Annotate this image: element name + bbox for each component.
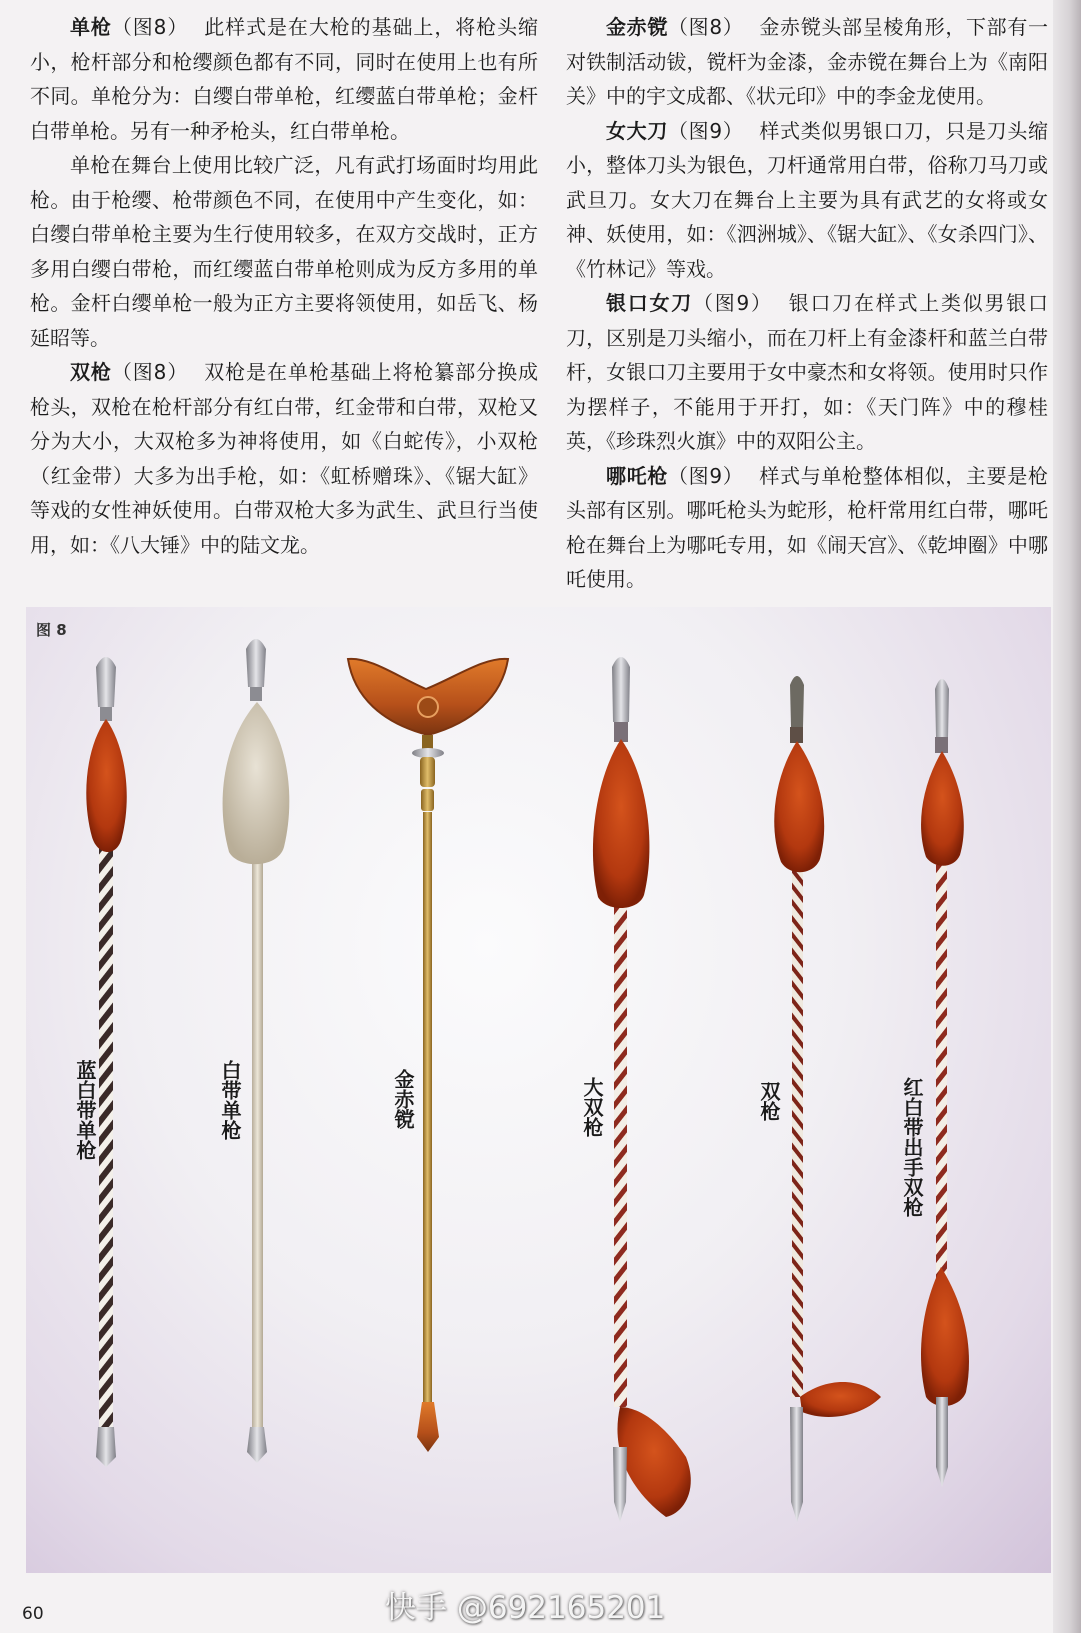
term-heading: 金赤镋	[606, 15, 668, 39]
watermark: 快手 @692165201	[385, 1590, 666, 1626]
spear-large-double	[593, 657, 691, 1522]
paragraph-nezha-spear	[566, 459, 1048, 597]
weapons-illustration	[26, 607, 1051, 1573]
term-heading: 女大刀	[606, 118, 668, 143]
paragraph-text: 单枪在舞台上使用比较广泛，凡有武打场面时均用此枪。由于枪缨、枪带颜色不同，在使用中产生变化，如：白缨白带单枪主要为生行使用较多，在双方交战时，正方多用白缨白带枪，而红缨蓝白带单枪则成为反方多用的单枪。金杆白缨单枪一般为正方主要将领使用，如岳飞、杨延昭等。	[30, 153, 538, 350]
figure-ref: （图9）	[693, 291, 773, 315]
label-blue-white-single-spear: 蓝白带单枪	[73, 1060, 97, 1160]
paragraph-female-broadsword	[566, 114, 1048, 287]
left-text-column	[30, 10, 538, 562]
term-heading: 单枪	[70, 15, 112, 39]
label-jinchitang: 金赤镋	[391, 1069, 415, 1129]
paragraph-double-spear	[30, 355, 538, 562]
term-heading: 银口女刀	[606, 291, 694, 315]
figure-ref: （图8）	[111, 15, 189, 39]
figure-ref: （图8）	[668, 15, 744, 39]
weapon-jinchitang	[348, 659, 508, 1452]
label-white-single-spear: 白带单枪	[218, 1060, 242, 1140]
paragraph-text: 样式类似男银口刀，只是刀头缩小，整体刀头为银色，刀杆通常用白带，俗称刀马刀或武旦刀。女大刀在舞台上主要为具有武艺的女将或女神、妖使用，如：《泗洲城》、《锯大缸》、《女杀四门》、《竹林记》等戏。	[566, 118, 1049, 281]
figure-ref: （图9）	[668, 463, 744, 488]
right-text-column	[566, 10, 1048, 597]
label-double-spear: 双枪	[757, 1081, 781, 1121]
spear-white-single	[223, 639, 290, 1463]
figure-tag: 图 8	[36, 621, 67, 639]
paragraph-text: 银口刀在样式上类似男银口刀，区别是刀头缩小，而在刀杆上有金漆杆和蓝兰白带杆，女银口刀主要用于女中豪杰和女将领。使用时只作为摆样子，不能用于开打，如：《天门阵》中的穆桂英，《珍珠烈火旗》中的双阳公主。	[566, 291, 1049, 453]
term-heading: 双枪	[70, 360, 112, 384]
label-large-double-spear: 大双枪	[580, 1077, 604, 1137]
spear-red-white-throwing-double	[921, 679, 969, 1487]
page-number: 60	[22, 1604, 44, 1624]
figure-ref: （图8）	[111, 360, 189, 384]
label-red-white-throwing-spear: 红白带出手双枪	[900, 1077, 924, 1217]
page-edge	[1053, 0, 1081, 1633]
paragraph-single-spear-usage	[30, 148, 538, 355]
paragraph-jinchitang	[566, 10, 1048, 114]
paragraph-text: 双枪是在单枪基础上将枪纂部分换成枪头，双枪在枪杆部分有红白带，红金带和白带，双枪又分为大小，大双枪多为神将使用，如《白蛇传》，小双枪（红金带）大多为出手枪，如：《虹桥赠珠》、《锯大缸》等戏的女性神妖使用。白带双枪大多为武生、武旦行当使用，如：《八大锤》中的陆文龙。	[30, 360, 539, 557]
paragraph-single-spear	[30, 10, 538, 148]
paragraph-text: 金赤镋头部呈棱角形，下部有一对铁制活动钹，镋杆为金漆，金赤镋在舞台上为《南阳关》中的宇文成都、《状元印》中的李金龙使用。	[566, 15, 1049, 108]
paragraph-text: 样式与单枪整体相似，主要是枪头部有区别。哪吒枪头为蛇形，枪杆常用红白带，哪吒枪在舞台上为哪吒专用，如《闹天宫》、《乾坤圈》中哪吒使用。	[566, 463, 1049, 591]
paragraph-silver-female-blade	[566, 286, 1048, 459]
figure-ref: （图9）	[668, 118, 744, 143]
spear-double	[774, 676, 881, 1522]
term-heading: 哪吒枪	[606, 463, 668, 488]
paragraph-text: 此样式是在大枪的基础上，将枪头缩小，枪杆部分和枪缨颜色都有不同，同时在使用上也有所不同。单枪分为：白缨白带单枪，红缨蓝白带单枪；金杆白带单枪。另有一种矛枪头，红白带单枪。	[30, 15, 539, 143]
figure-8-photo	[26, 607, 1051, 1573]
